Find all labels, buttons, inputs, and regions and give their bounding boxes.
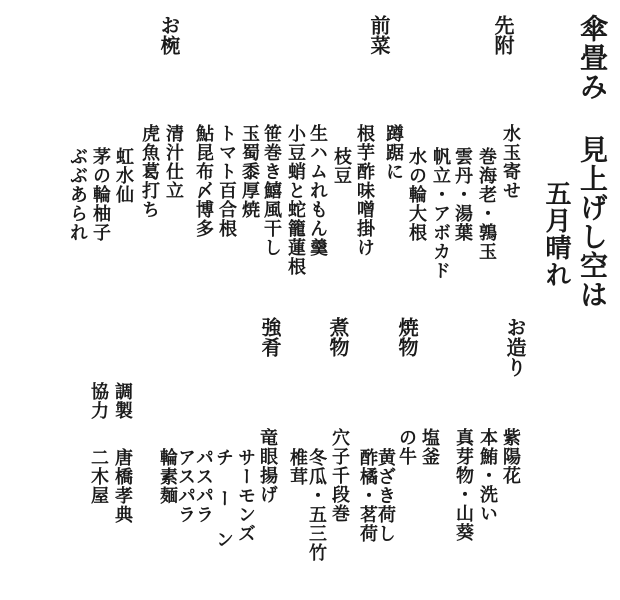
item-sumashi: 清汁仕立	[163, 124, 184, 200]
heading-nimono: 煮物	[326, 317, 350, 357]
item-neimo: 根芋酢味噌掛け	[354, 124, 375, 257]
item-tomato: トマト百合根	[216, 124, 237, 238]
item-chin: チ ー ン	[213, 448, 234, 549]
item-kizaki: 黄ざき荷し	[375, 448, 396, 543]
item-mizunowa: 水の輪大根	[406, 147, 427, 242]
item-anago: 穴子千段巻	[329, 428, 350, 523]
item-wasomen: 輪素麺	[157, 448, 178, 505]
item-asupara: アスパラ	[175, 448, 196, 524]
item-okoze: 虎魚葛打ち	[139, 124, 160, 219]
item-nogyu: の牛	[396, 428, 417, 466]
item-salmon: サーモンズ	[235, 448, 256, 543]
heading-yakimono: 焼物	[395, 317, 419, 357]
item-sudachi: 酢橘・茗荷	[357, 448, 378, 543]
item-ayu: 鮎昆布〆博多	[193, 124, 214, 238]
heading-owan: お椀	[157, 15, 181, 55]
item-shiogama: 塩釜	[419, 428, 440, 466]
item-namaham: 生ハムれもん羹	[307, 124, 328, 257]
heading-otsukuri: お造り	[503, 317, 527, 377]
item-makiebi: 巻海老・鶉玉	[476, 147, 497, 261]
item-edamame: 枝豆	[331, 147, 352, 185]
heading-zensai: 前菜	[367, 15, 391, 55]
item-shiitake: 椎茸	[287, 448, 308, 486]
heading-shiizakana: 強肴	[258, 317, 282, 357]
item-sasamaki: 笹巻き鱚風干し	[261, 124, 282, 257]
item-uni: 雲丹・湯葉	[452, 147, 473, 242]
haiku-line-1: 傘畳み 見上げし空は	[576, 14, 609, 309]
credit-name-restaurant: 二木屋	[88, 448, 109, 505]
item-tamorokoshi: 玉蜀黍厚焼	[239, 124, 260, 219]
credit-label-prepared: 調製	[112, 382, 133, 420]
credit-label-cooperation: 協力	[88, 382, 109, 420]
item-bubuarare: ぶぶあられ	[67, 147, 88, 242]
item-ajisai: 紫陽花	[500, 428, 521, 485]
item-honmaguro: 本鮪・洗い	[477, 428, 498, 523]
item-azukidako: 小豆蛸と蛇籠蓮根	[285, 124, 306, 276]
heading-sakizuke: 先附	[491, 15, 515, 55]
credit-name-chef: 唐橋孝典	[112, 448, 133, 524]
item-ryugan: 竜眼揚げ	[257, 428, 278, 504]
item-tougan: 冬瓜・五三竹	[306, 448, 327, 562]
item-nijisuisen: 虹水仙	[113, 147, 134, 204]
item-hotate: 帆立・アボカド	[430, 147, 451, 280]
item-mamemono: 真芽物・山葵	[453, 428, 474, 542]
haiku-line-2: 五月晴れ	[541, 180, 571, 288]
item-chinowa: 茅の輪柚子	[90, 147, 111, 242]
item-pasupara: パスパラ	[193, 448, 214, 524]
item-mizutama: 水玉寄せ	[500, 124, 521, 200]
item-tsukubai: 蹲踞に	[383, 124, 404, 181]
